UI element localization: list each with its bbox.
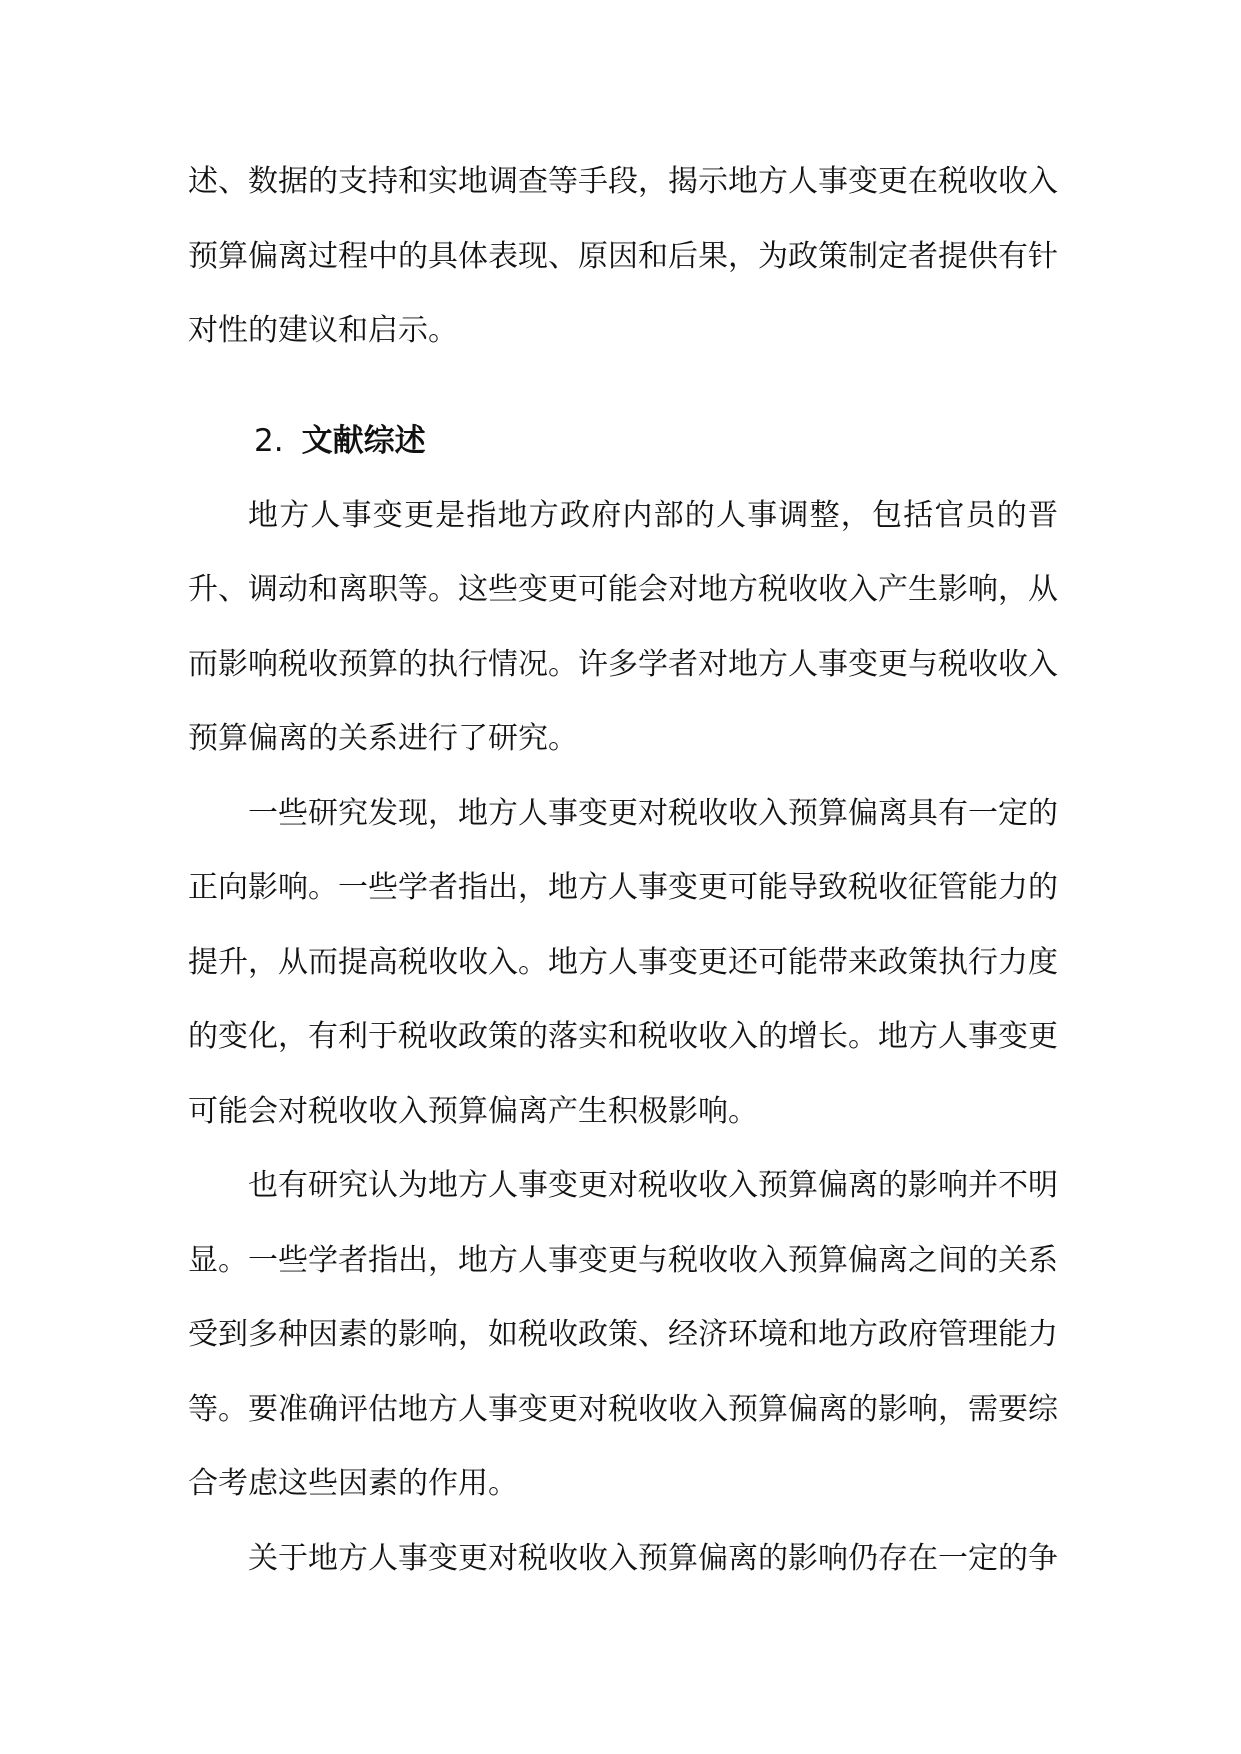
section-number: 2. (254, 422, 284, 459)
page-content (188, 145, 1058, 1596)
continuation-paragraph: 述、数据的支持和实地调查等手段，揭示地方人事变更在税收收入预算偏离过程中的具体表现、原因和后果，为政策制定者提供有针对性的建议和启示。 (188, 164, 1058, 348)
body-paragraph: 关于地方人事变更对税收收入预算偏离的影响仍存在一定的争 (248, 1540, 1058, 1576)
body-paragraph: 地方人事变更是指地方政府内部的人事调整，包括官员的晋升、调动和离职等。这些变更可能会对地方税收收入产生影响，从而影响税收预算的执行情况。许多学者对地方人事变更与税收收入预算偏离的关系进行了研究。 (188, 497, 1058, 756)
section-title: 文献综述 (301, 422, 426, 459)
body-paragraph: 也有研究认为地方人事变更对税收收入预算偏离的影响并不明显。一些学者指出，地方人事变更与税收收入预算偏离之间的关系受到多种因素的影响，如税收政策、经济环境和地方政府管理能力等。要准确评估地方人事变更对税收收入预算偏离的影响，需要综合考虑这些因素的作用。 (188, 1168, 1058, 1501)
body-paragraph: 一些研究发现，地方人事变更对税收收入预算偏离具有一定的正向影响。一些学者指出，地方人事变更可能导致税收征管能力的提升，从而提高税收收入。地方人事变更还可能带来政策执行力度的变化，有利于税收政策的落实和税收收入的增长。地方人事变更可能会对税收收入预算偏离产生积极影响。 (188, 795, 1058, 1129)
section-heading (188, 403, 1058, 479)
